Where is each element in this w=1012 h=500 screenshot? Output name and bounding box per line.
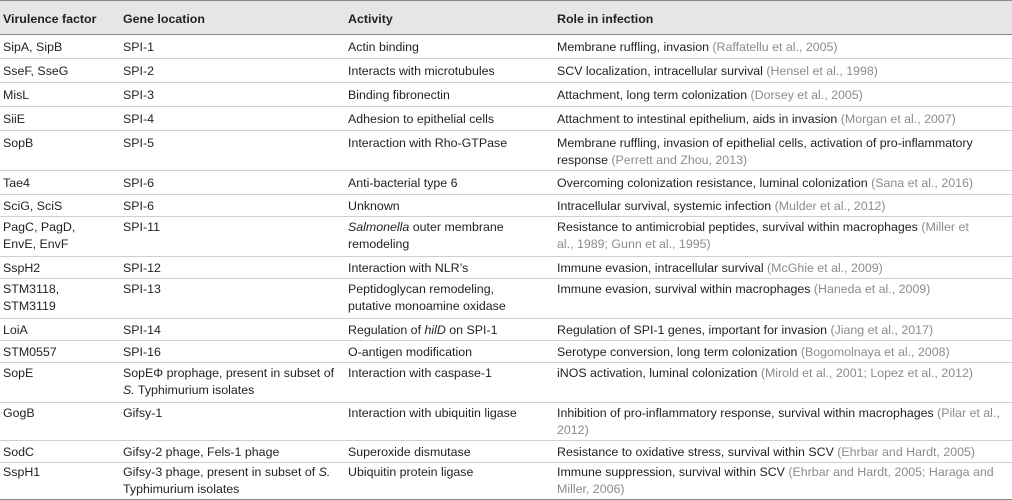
role-cell (557, 39, 1009, 56)
activity-cell: Interaction with ubiquitin ligase (348, 406, 517, 420)
reference: (Pilar et al., 2012) (557, 406, 1000, 437)
reference: (Morgan et al., 2007) (840, 112, 956, 126)
activity-italic: Salmonella (348, 220, 410, 234)
role-cell (557, 219, 977, 253)
location-cell: SPI-13 (123, 282, 161, 296)
activity-text: on SPI-1 (445, 323, 498, 337)
factor-cell: LoiA (3, 323, 28, 337)
reference: (Ehrbar and Hardt, 2005; Haraga and Miller, 2006) (557, 465, 994, 496)
role-text: Attachment, long term colonization (557, 88, 751, 102)
activity-cell: Interaction with NLR’s (348, 261, 469, 275)
activity-cell (348, 322, 548, 339)
activity-cell: Unknown (348, 199, 400, 213)
header-role: Role in infection (557, 12, 654, 26)
factor-cell: MisL (3, 88, 30, 102)
role-text: Attachment to intestinal epithelium, aids in invasion (557, 112, 841, 126)
factor-cell: SiiE (3, 112, 26, 126)
table-row (0, 403, 1012, 441)
factor-cell: SipA, SipB (3, 40, 63, 54)
factor-cell: STM3118, STM3119 (3, 282, 60, 313)
role-text: Membrane ruffling, invasion (557, 40, 713, 54)
role-cell (557, 135, 997, 169)
reference: (Ehrbar and Hardt, 2005) (837, 445, 976, 459)
role-cell (557, 175, 1009, 192)
activity-cell: Binding fibronectin (348, 88, 450, 102)
table-row (0, 59, 1012, 83)
factor-cell: SodC (3, 445, 34, 459)
factor-cell: STM0557 (3, 345, 57, 359)
role-text: SCV localization, intracellular survival (557, 64, 767, 78)
role-text: Resistance to oxidative stress, survival within SCV (557, 445, 838, 459)
role-cell (557, 464, 1002, 498)
table-header (0, 0, 1012, 35)
table-row (0, 217, 1012, 257)
role-text: Regulation of SPI-1 genes, important for invasion (557, 323, 831, 337)
role-text: Intracellular survival, systemic infection (557, 199, 775, 213)
role-text: Serotype conversion, long term colonization (557, 345, 801, 359)
role-text: Overcoming colonization resistance, luminal colonization (557, 176, 872, 190)
activity-cell: Superoxide dismutase (348, 445, 471, 459)
role-text: Inhibition of pro-inflammatory response, survival within macrophages (557, 406, 938, 420)
factor-cell: PagC, PagD, EnvE, EnvF (3, 220, 76, 251)
location-cell: SPI-1 (123, 40, 154, 54)
location-cell (123, 464, 343, 498)
reference: (Mirold et al., 2001; Lopez et al., 2012) (760, 366, 974, 380)
role-cell (557, 198, 1009, 215)
header-gene-location: Gene location (123, 12, 205, 26)
table-row (0, 131, 1012, 171)
activity-italic: hilD (424, 323, 446, 337)
role-text: Membrane ruffling, invasion of epithelial cells, activation of pro-inflammatory response (557, 136, 973, 167)
table-row (0, 363, 1012, 403)
table-row (0, 279, 1012, 319)
role-cell (557, 281, 1009, 298)
location-cell: SPI-3 (123, 88, 154, 102)
activity-cell: Interaction with caspase-1 (348, 366, 492, 380)
activity-cell: Interacts with microtubules (348, 64, 495, 78)
location-cell: SPI-14 (123, 323, 161, 337)
role-text: Immune suppression, survival within SCV (557, 465, 789, 479)
location-text: Gifsy-3 phage, present in subset of (123, 465, 319, 479)
table-row (0, 319, 1012, 341)
role-text: Immune evasion, intracellular survival (557, 261, 768, 275)
factor-cell: SspH2 (3, 261, 41, 275)
location-text: Typhimurium isolates (134, 383, 255, 397)
activity-cell: Anti-bacterial type 6 (348, 176, 458, 190)
table-row (0, 171, 1012, 195)
location-cell (123, 365, 343, 399)
role-cell (557, 322, 1009, 339)
location-cell: SPI-6 (123, 199, 154, 213)
role-cell (557, 63, 1009, 80)
reference: (Raffatellu et al., 2005) (712, 40, 838, 54)
location-italic: S. (318, 465, 331, 479)
reference: (Mulder et al., 2012) (774, 199, 886, 213)
reference: (Sana et al., 2016) (871, 176, 974, 190)
header-activity: Activity (348, 12, 393, 26)
reference: (Perrett and Zhou, 2013) (611, 153, 748, 167)
table-row (0, 441, 1012, 463)
location-cell: SPI-4 (123, 112, 154, 126)
activity-cell (348, 219, 533, 253)
role-cell (557, 444, 1009, 461)
activity-cell: Adhesion to epithelial cells (348, 112, 495, 126)
activity-cell: Actin binding (348, 40, 419, 54)
table-row (0, 107, 1012, 131)
location-text: Typhimurium isolates (123, 482, 240, 496)
reference: (Hensel et al., 1998) (766, 64, 878, 78)
reference: (McGhie et al., 2009) (767, 261, 883, 275)
role-text: iNOS activation, luminal colonization (557, 366, 761, 380)
reference: (Miller et al., 1989; Gunn et al., 1995) (557, 220, 969, 251)
role-cell (557, 87, 1009, 104)
activity-text: outer membrane remodeling (348, 220, 504, 251)
reference: (Dorsey et al., 2005) (750, 88, 863, 102)
activity-cell: Interaction with Rho-GTPase (348, 136, 508, 150)
factor-cell: SspH1 (3, 465, 41, 479)
header-virulence-factor: Virulence factor (3, 12, 97, 26)
role-text: Resistance to antimicrobial peptides, survival within macrophages (557, 220, 922, 234)
factor-cell: GogB (3, 406, 35, 420)
table-row (0, 83, 1012, 107)
factor-cell: SopB (3, 136, 34, 150)
reference: (Bogomolnaya et al., 2008) (800, 345, 950, 359)
role-cell (557, 344, 1009, 361)
activity-cell: Peptidoglycan remodeling, putative monoamine oxidase (348, 282, 506, 313)
location-cell: SPI-5 (123, 136, 154, 150)
activity-cell: Ubiquitin protein ligase (348, 465, 474, 479)
location-cell: Gifsy-1 (123, 406, 163, 420)
location-italic: S. (123, 383, 135, 397)
location-cell: SPI-16 (123, 345, 161, 359)
table-row (0, 341, 1012, 363)
table-row (0, 257, 1012, 279)
role-cell (557, 111, 1009, 128)
location-cell: SPI-6 (123, 176, 154, 190)
location-cell: SPI-11 (123, 220, 160, 234)
factor-cell: SseF, SseG (3, 64, 69, 78)
table-row (0, 463, 1012, 500)
factor-cell: SciG, SciS (3, 199, 63, 213)
factor-cell: Tae4 (3, 176, 30, 190)
table-row (0, 35, 1012, 59)
table-row (0, 195, 1012, 217)
role-cell (557, 365, 1009, 382)
factor-cell: SopE (3, 366, 34, 380)
location-cell: Gifsy-2 phage, Fels-1 phage (123, 445, 280, 459)
location-cell: SPI-12 (123, 261, 161, 275)
role-cell (557, 260, 1009, 277)
reference: (Jiang et al., 2017) (830, 323, 934, 337)
location-text: SopEΦ prophage, present in subset of (123, 366, 335, 380)
role-cell (557, 405, 1007, 439)
reference: (Haneda et al., 2009) (813, 282, 931, 296)
location-cell: SPI-2 (123, 64, 154, 78)
role-text: Immune evasion, survival within macrophages (557, 282, 814, 296)
activity-cell: O-antigen modification (348, 345, 472, 359)
activity-text: Regulation of (348, 323, 425, 337)
